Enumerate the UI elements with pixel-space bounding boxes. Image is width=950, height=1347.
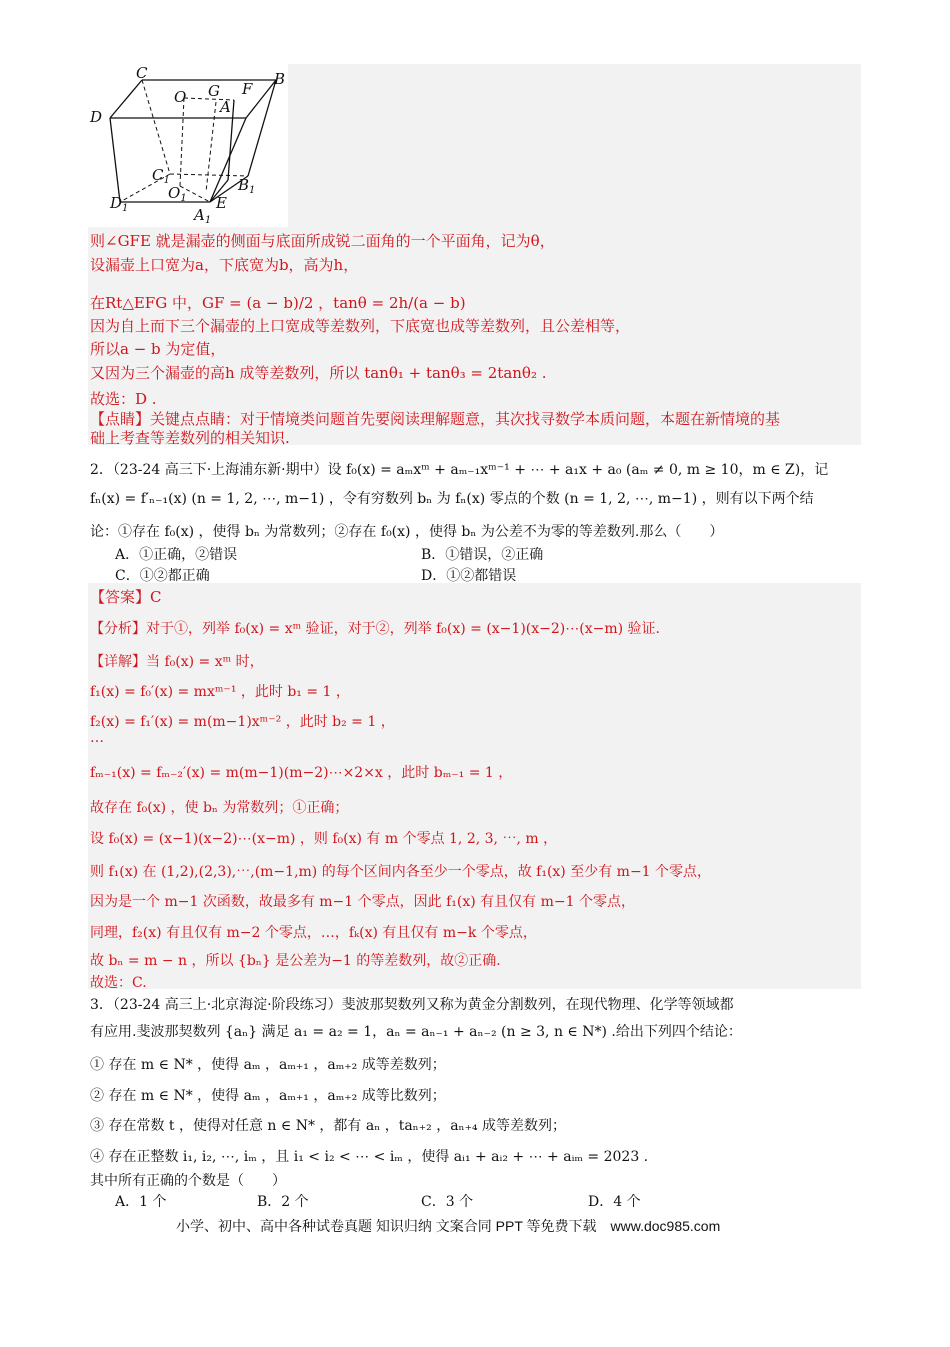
- sol2-detail-7: 设 f₀(x) = (x−1)(x−2)⋯(x−m) ，则 f₀(x) 有 m 个零点 1, 2, 3, ⋯, m ，: [90, 831, 558, 847]
- sol2-detail-6: 故存在 f₀(x) ，使 bₙ 为常数列；①正确；: [90, 800, 349, 816]
- q3-line-2: 有应用.斐波那契数列 {aₙ} 满足 a₁ = a₂ = 1，aₙ = aₙ₋₁ + aₙ₋₂ (n ≥ 3, n ∈ N*) .给出下列四个结论：: [90, 1024, 742, 1040]
- label-C1: $C_1$: [152, 166, 170, 186]
- sol2-detail-9: 因为是一个 m−1 次函数，故最多有 m−1 个零点，因此 f₁(x) 有且仅有 m−1 个零点，: [90, 894, 635, 910]
- sol2-detail-10: 同理，f₂(x) 有且仅有 m−2 个零点，…，fₖ(x) 有且仅有 m−k 个零点，: [90, 925, 537, 941]
- sol2-detail-8: 则 f₁(x) 在 (1,2),(2,3),⋯,(m−1,m) 的每个区间内各至少一个零点，故 f₁(x) 至少有 m−1 个零点，: [90, 864, 712, 880]
- label-G: G: [208, 82, 220, 100]
- sol1-line-1: 则∠GFE 就是漏壶的侧面与底面所成锐二面角的一个平面角，记为θ，: [90, 232, 555, 250]
- q3-option-c[interactable]: C．3 个: [421, 1194, 474, 1210]
- label-O1: $O_1$: [168, 184, 187, 204]
- q3-conclusion-1: ① 存在 m ∈ N* ，使得 aₘ ，aₘ₊₁ ，aₘ₊₂ 成等差数列；: [90, 1057, 446, 1073]
- label-D1: $D_1$: [110, 194, 129, 214]
- sol2-analysis: 【分析】对于①，列举 f₀(x) = xᵐ 验证，对于②，列举 f₀(x) = (x−1)(x−2)⋯(x−m) 验证.: [90, 621, 660, 637]
- sol2-detail-1: 【详解】当 f₀(x) = xᵐ 时，: [90, 654, 264, 670]
- sol1-line-8b: 础上考查等差数列的相关知识.: [90, 429, 290, 447]
- q3-conclusion-3: ③ 存在常数 t ，使得对任意 n ∈ N* ，都有 aₙ ，taₙ₊₂ ，aₙ₊₄ 成等差数列；: [90, 1118, 567, 1134]
- q2-option-d[interactable]: D．①②都错误: [421, 568, 517, 584]
- label-O: O: [174, 88, 187, 106]
- q3-option-a[interactable]: A．1 个: [115, 1194, 167, 1210]
- sol2-detail-3: f₂(x) = f₁′(x) = m(m−1)xᵐ⁻² ，此时 b₂ = 1 ，: [90, 714, 395, 730]
- label-B1: $B_1$: [238, 176, 256, 196]
- sol1-line-5: 所以a − b 为定值，: [90, 340, 226, 358]
- q2-option-b[interactable]: B．①错误，②正确: [421, 547, 544, 563]
- label-E: E: [216, 194, 227, 212]
- sol2-detail-11: 故 bₙ = m − n ，所以 {bₙ} 是公差为−1 的等差数列，故②正确.: [90, 953, 501, 969]
- q3-option-b[interactable]: B．2 个: [257, 1194, 309, 1210]
- label-C: C: [136, 64, 148, 82]
- q3-option-d[interactable]: D．4 个: [588, 1194, 641, 1210]
- label-B: B: [274, 70, 286, 88]
- sol1-line-2: 设漏壶上口宽为a，下底宽为b，高为h，: [90, 256, 359, 274]
- label-D: D: [90, 108, 103, 126]
- q2-line-1: 2．（23-24 高三下·上海浦东新·期中）设 f₀(x) = aₘxᵐ + aₘ₋₁xᵐ⁻¹ + ⋯ + a₁x + a₀ (aₘ ≠ 0, m ≥ 10，m ∈ Z)，记: [90, 462, 829, 478]
- sol2-detail-2: f₁(x) = f₀′(x) = mxᵐ⁻¹ ，此时 b₁ = 1 ，: [90, 684, 350, 700]
- label-A1: $A_1$: [194, 206, 212, 226]
- q2-line-3: 论：①存在 f₀(x) ，使得 bₙ 为常数列；②存在 f₀(x) ，使得 bₙ 为公差不为零的等差数列.那么（ ）: [90, 524, 724, 540]
- q3-line-1: 3．（23-24 高三上·北京海淀·阶段练习）斐波那契数列又称为黄金分割数列，在现代物理、化学等领域都: [90, 997, 734, 1013]
- sol1-line-6: 又因为三个漏壶的高h 成等差数列，所以 tanθ₁ + tanθ₃ = 2tanθ₂ .: [90, 364, 547, 382]
- q3-question: 其中所有正确的个数是（ ）: [90, 1173, 286, 1189]
- label-A: A: [220, 98, 231, 116]
- label-F: F: [242, 80, 253, 98]
- q2-option-a[interactable]: A．①正确，②错误: [115, 547, 238, 563]
- sol1-line-7: 故选：D .: [90, 390, 157, 408]
- sol2-answer: 【答案】C: [90, 588, 162, 606]
- q3-conclusion-2: ② 存在 m ∈ N* ，使得 aₘ ，aₘ₊₁ ，aₘ₊₂ 成等比数列；: [90, 1088, 446, 1104]
- q3-conclusion-4: ④ 存在正整数 i₁, i₂, ⋯, iₘ ，且 i₁ < i₂ < ⋯ < iₘ ，使得 aᵢ₁ + aᵢ₂ + ⋯ + aᵢₘ = 2023 .: [90, 1149, 649, 1165]
- sol2-detail-4: …: [90, 730, 104, 746]
- q2-line-2: fₙ(x) = f′ₙ₋₁(x) (n = 1, 2, ⋯, m−1) ，令有穷数列 bₙ 为 fₙ(x) 零点的个数 (n = 1, 2, ⋯, m−1) ，则有以下两个结: [90, 491, 814, 507]
- sol1-line-3: 在Rt△EFG 中，GF = (a − b)/2 ，tanθ = 2h/(a − b): [90, 294, 466, 312]
- sol1-line-4: 因为自上而下三个漏壶的上口宽成等差数列，下底宽也成等差数列，且公差相等，: [90, 317, 631, 335]
- footer-text: 小学、初中、高中各种试卷真题 知识归纳 文案合同 PPT 等免费下载 www.doc985.com: [176, 1218, 721, 1234]
- sol1-line-8a: 【点睛】关键点点睛：对于情境类问题首先要阅读理解题意，其次找寻数学本质问题，本题在新情境的基: [90, 410, 781, 428]
- frustum-figure: [88, 62, 288, 227]
- sol2-detail-5: fₘ₋₁(x) = fₘ₋₂′(x) = m(m−1)(m−2)⋯×2×x ，此时 bₘ₋₁ = 1 ，: [90, 765, 513, 781]
- sol2-detail-12: 故选：C.: [90, 975, 147, 991]
- q2-option-c[interactable]: C．①②都正确: [115, 568, 210, 584]
- solution-1-background: [288, 64, 861, 227]
